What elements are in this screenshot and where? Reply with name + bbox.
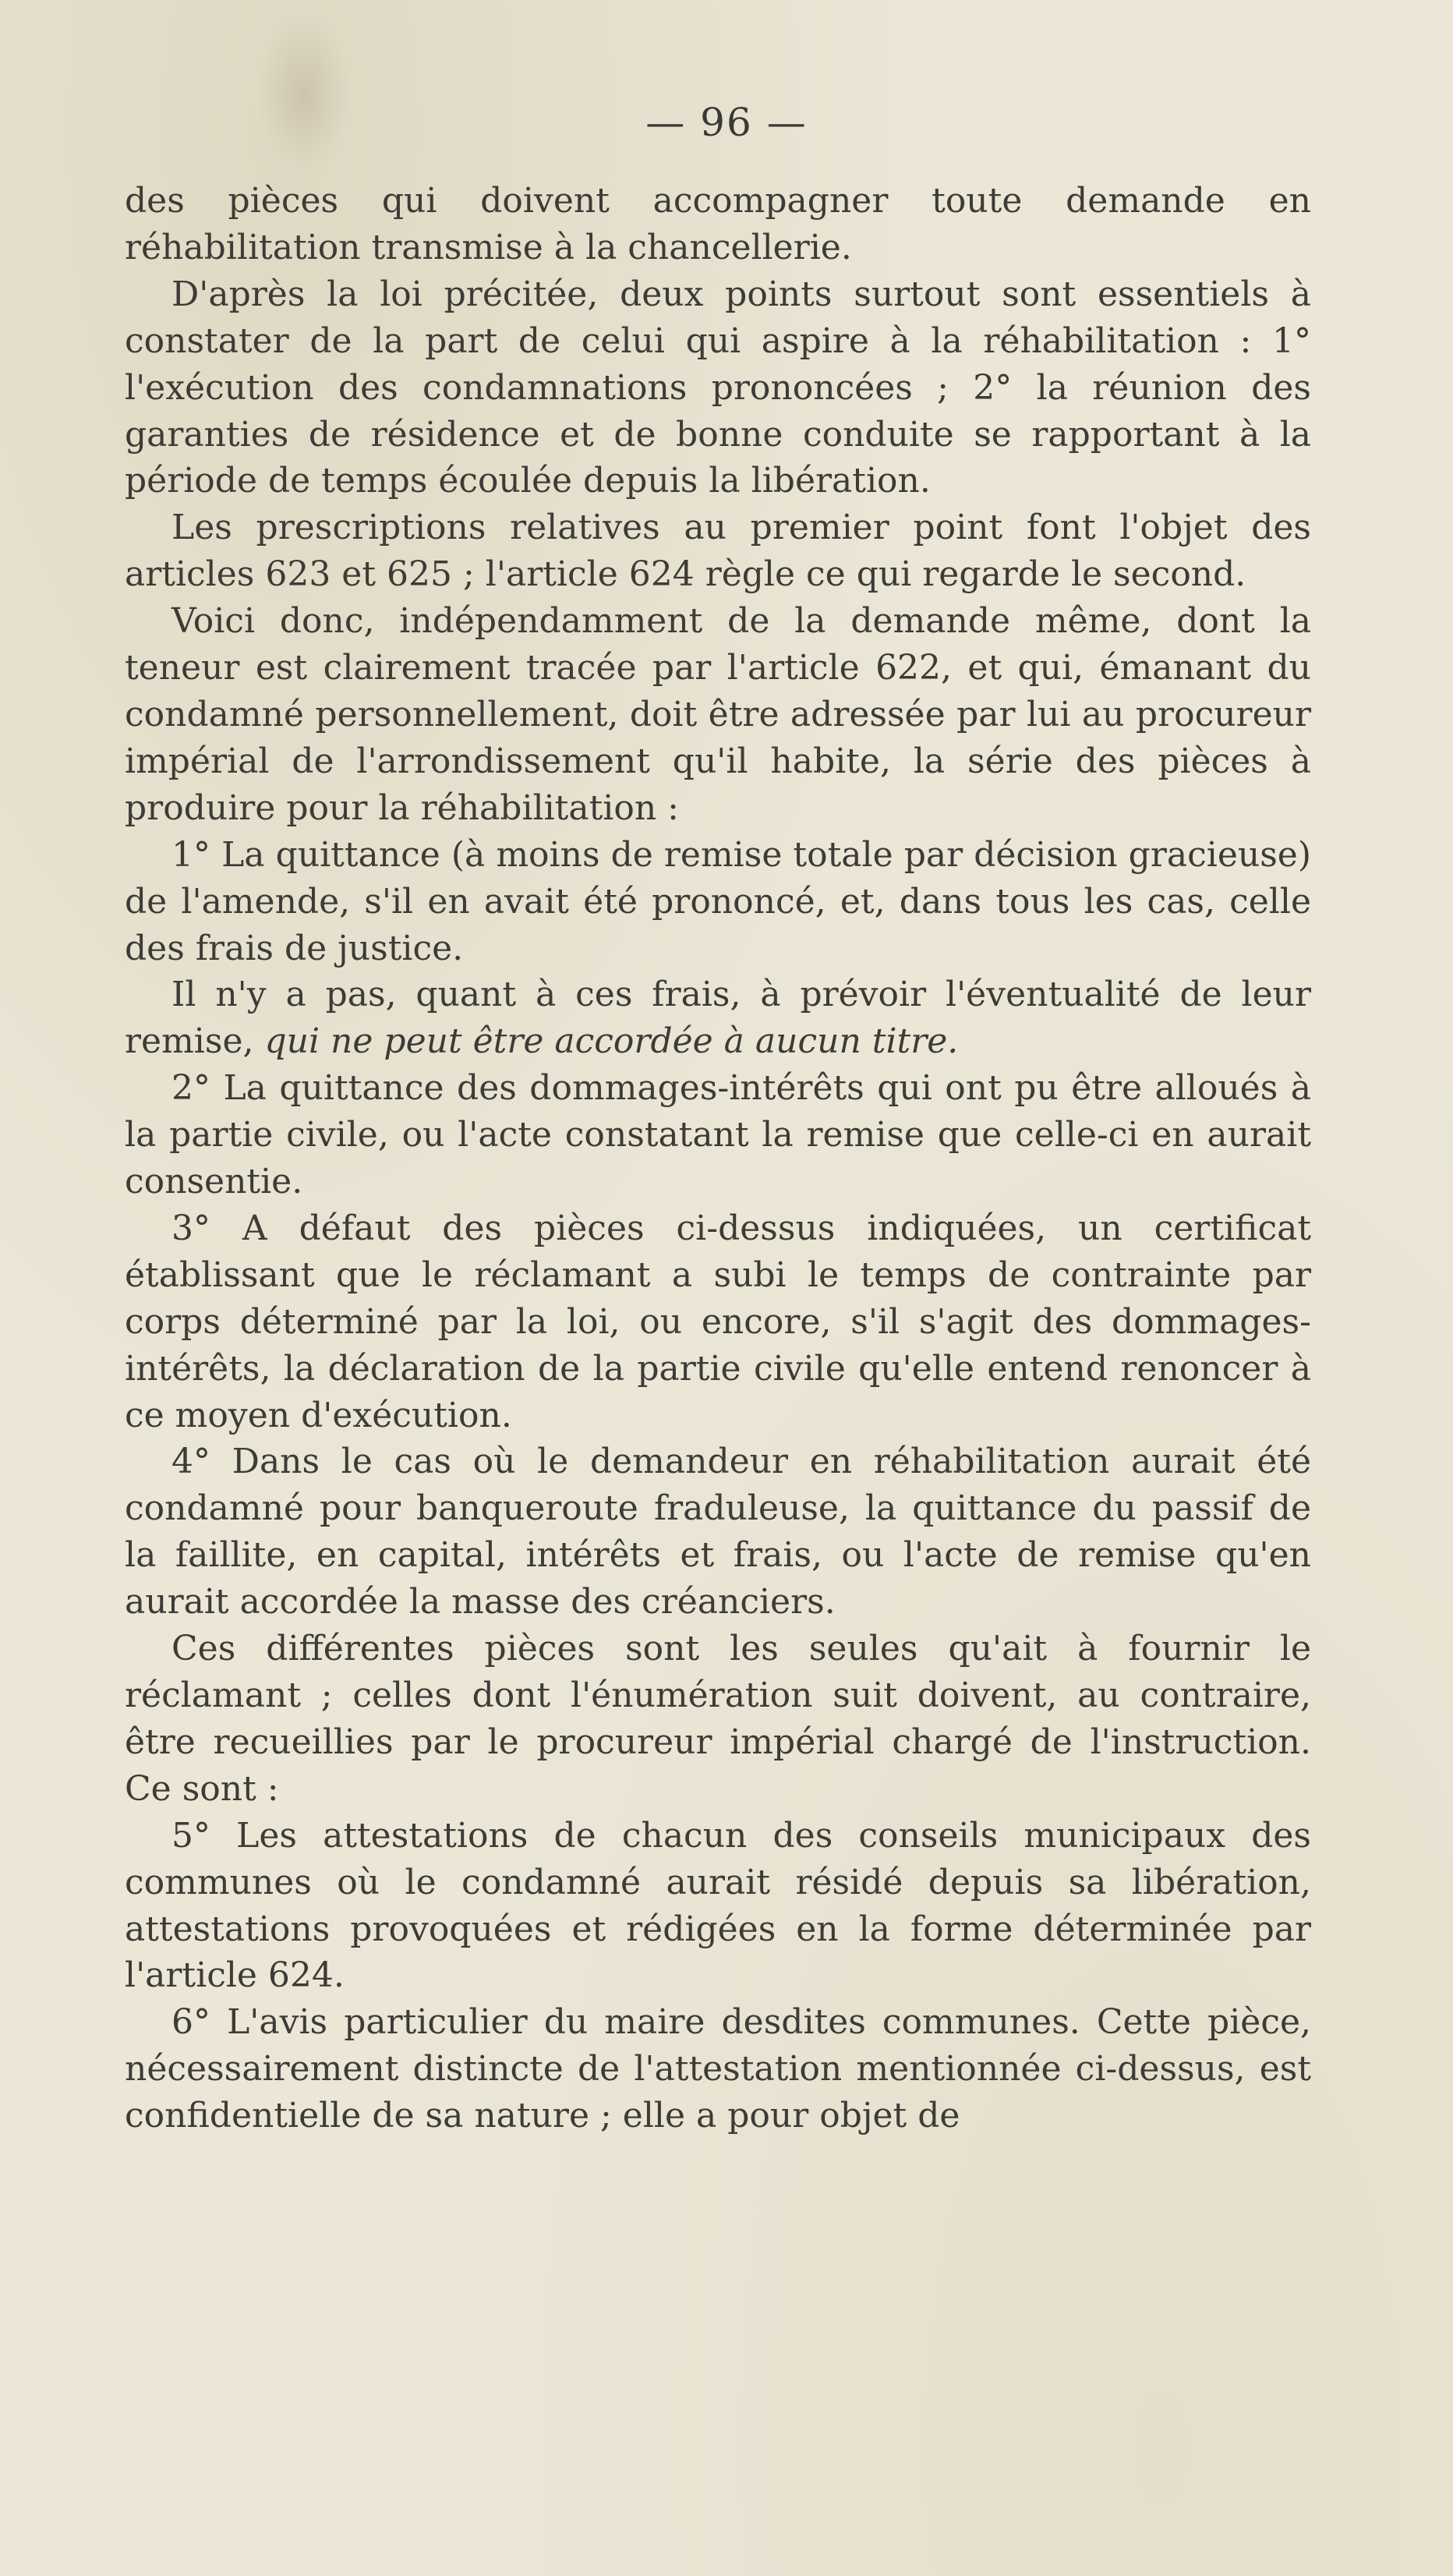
paragraph-continuation: des pièces qui doivent accompagner toute demande en réhabilitation transmise à la chancellerie. bbox=[125, 181, 1311, 267]
list-item-4: 4° Dans le cas où le demandeur en réhabilitation aurait été condamné pour banqueroute fraduleuse, la quittance du passif de la faillite, en capital, intérêts et frais, ou l'acte de remise qu'en aurait accordée la masse des créanciers. bbox=[125, 1442, 1311, 1622]
paragraph: Voici donc, indépendamment de la demande même, dont la teneur est clairement tracée par l'article 622, et qui, émanant du condamné personnellement, doit être adressée par lui au procureur impérial de l'arrondissement qu'il habite, la série des pièces à produire pour la réhabilitation : bbox=[125, 601, 1311, 828]
paragraph: Ces différentes pièces sont les seules qu'ait à fournir le réclamant ; celles dont l'énumération suit doivent, au contraire, être recueillies par le procureur impérial chargé de l'instruction. Ce sont : bbox=[125, 1629, 1311, 1809]
paragraph-remise-text: Il n'y a pas, quant à ces frais, à prévoir l'éventualité de leur remise, bbox=[125, 975, 1311, 1062]
page-number: — 96 — bbox=[645, 100, 808, 145]
italic-emphasis: qui ne peut être accordée à aucun titre. bbox=[264, 1021, 959, 1062]
paper-stain bbox=[257, 16, 351, 172]
list-item-3: 3° A défaut des pièces ci-dessus indiquées, un certificat établissant que le réclamant a subi le temps de contrainte par corps déterminé par la loi, ou encore, s'il s'agit des dommages-intérêts, la déclaration de la partie civile qu'elle entend renoncer à ce moyen d'exécution. bbox=[125, 1208, 1311, 1435]
paragraph-remise bbox=[125, 971, 1311, 1065]
paragraph: Les prescriptions relatives au premier point font l'objet des articles 623 et 625 ; l'article 624 règle ce qui regarde le second. bbox=[125, 508, 1311, 595]
list-item-1: 1° La quittance (à moins de remise totale par décision gracieuse) de l'amende, s'il en avait été prononcé, et, dans tous les cas, celle des frais de justice. bbox=[125, 834, 1311, 968]
list-item-5: 5° Les attestations de chacun des conseils municipaux des communes où le condamné aurait résidé depuis sa libération, attestations provoquées et rédigées en la forme déterminée par l'article 624. bbox=[125, 1815, 1311, 1996]
list-item-6: 6° L'avis particulier du maire desdites communes. Cette pièce, nécessairement distincte de l'attestation mentionnée ci-dessus, est confidentielle de sa nature ; elle a pour objet de bbox=[125, 2002, 1311, 2136]
body-text bbox=[125, 178, 1311, 2139]
paragraph: D'après la loi précitée, deux points surtout sont essentiels à constater de la part de celui qui aspire à la réhabilitation : 1° l'exécution des condamnations prononcées ; 2° la réunion des garanties de résidence et de bonne conduite se rapportant à la période de temps écoulée depuis la libération. bbox=[125, 274, 1311, 501]
list-item-2: 2° La quittance des dommages-intérêts qui ont pu être alloués à la partie civile, ou l'acte constatant la remise que celle-ci en aurait consentie. bbox=[125, 1068, 1311, 1202]
